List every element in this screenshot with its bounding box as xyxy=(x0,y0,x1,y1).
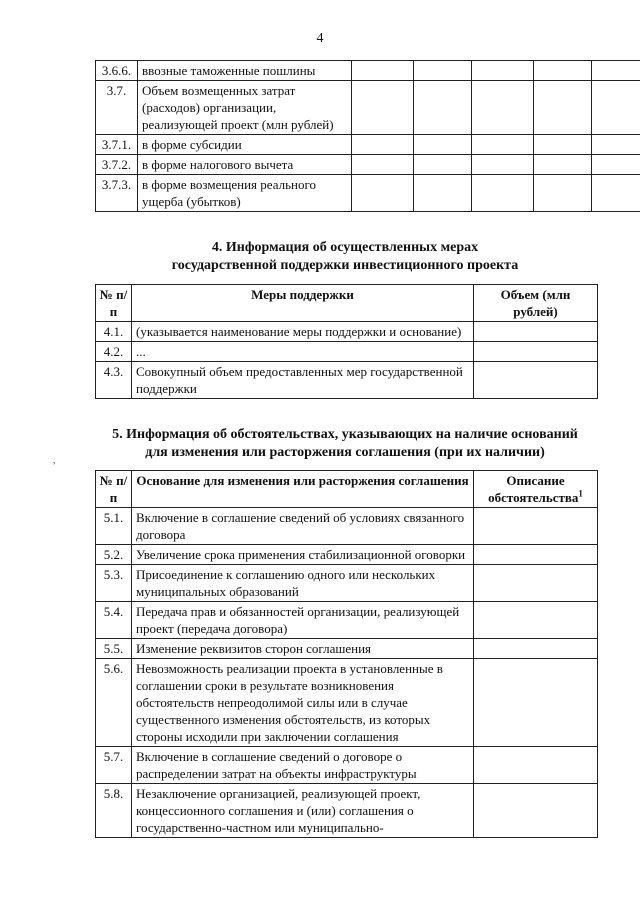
value-cell xyxy=(472,61,534,81)
value-cell xyxy=(472,175,534,212)
row-number: 3.7.3. xyxy=(96,175,138,212)
value-cell xyxy=(534,175,592,212)
row-text: Незаключение организацией, реализующей проект, концессионного соглашения и (или) соглашения о государственно-частном или муниципально- xyxy=(132,784,474,838)
row-number: 4.1. xyxy=(96,322,132,342)
table-row xyxy=(96,747,598,784)
table-costs-continuation xyxy=(95,60,640,212)
value-cell xyxy=(472,81,534,135)
table-row xyxy=(96,659,598,747)
value-cell xyxy=(592,81,640,135)
row-number: 3.7.2. xyxy=(96,155,138,175)
value-cell xyxy=(474,602,598,639)
table-header-row xyxy=(96,285,598,322)
row-number: 4.3. xyxy=(96,362,132,399)
row-text: Присоединение к соглашению одного или нескольких муниципальных образований xyxy=(132,565,474,602)
row-text: Передача прав и обязанностей организации, реализующей проект (передача договора) xyxy=(132,602,474,639)
table-row xyxy=(96,155,640,175)
table-row xyxy=(96,322,598,342)
value-cell xyxy=(534,135,592,155)
table-row xyxy=(96,342,598,362)
value-cell xyxy=(534,81,592,135)
value-cell xyxy=(414,155,472,175)
table-row xyxy=(96,545,598,565)
footnote-marker: 1 xyxy=(578,488,583,499)
header-description xyxy=(474,471,598,508)
value-cell xyxy=(474,639,598,659)
table-support-measures xyxy=(95,284,598,399)
value-cell xyxy=(414,81,472,135)
value-cell xyxy=(474,659,598,747)
value-cell xyxy=(474,784,598,838)
table-row xyxy=(96,565,598,602)
value-cell xyxy=(474,508,598,545)
value-cell xyxy=(474,342,598,362)
table-change-grounds xyxy=(95,470,598,838)
value-cell xyxy=(352,155,414,175)
row-text: Совокупный объем предоставленных мер государственной поддержки xyxy=(132,362,474,399)
scan-mark: , xyxy=(53,455,56,466)
row-text: ... xyxy=(132,342,474,362)
table-row xyxy=(96,135,640,155)
row-number: 5.1. xyxy=(96,508,132,545)
section-5-title-line1: 5. Информация об обстоятельствах, указывающих на наличие оснований xyxy=(112,427,578,442)
row-label: в форме субсидии xyxy=(138,135,352,155)
row-number: 5.8. xyxy=(96,784,132,838)
value-cell xyxy=(474,322,598,342)
value-cell xyxy=(474,747,598,784)
value-cell xyxy=(592,155,640,175)
section-4-title-line1: 4. Информация об осуществленных мерах xyxy=(211,240,479,255)
table-row xyxy=(96,61,640,81)
value-cell xyxy=(474,565,598,602)
value-cell xyxy=(414,175,472,212)
row-number: 5.7. xyxy=(96,747,132,784)
table-row xyxy=(96,81,640,135)
row-label: Объем возмещенных затрат (расходов) организации, реализующей проект (млн рублей) xyxy=(138,81,352,135)
header-description-text: Описание обстоятельства xyxy=(488,473,579,505)
section-5-title-line2: для изменения или расторжения соглашения (при их наличии) xyxy=(145,445,545,460)
value-cell xyxy=(414,61,472,81)
row-text: Увеличение срока применения стабилизационной оговорки xyxy=(132,545,474,565)
row-label: в форме налогового вычета xyxy=(138,155,352,175)
section-5-title xyxy=(80,426,610,462)
row-number: 5.2. xyxy=(96,545,132,565)
value-cell xyxy=(352,61,414,81)
row-number: 3.7.1. xyxy=(96,135,138,155)
table-row xyxy=(96,639,598,659)
row-text: (указывается наименование меры поддержки и основание) xyxy=(132,322,474,342)
row-number: 5.5. xyxy=(96,639,132,659)
row-number: 5.6. xyxy=(96,659,132,747)
row-text: Включение в соглашение сведений о договоре о распределении затрат на объекты инфраструктуры xyxy=(132,747,474,784)
table-row xyxy=(96,508,598,545)
table-row xyxy=(96,362,598,399)
value-cell xyxy=(474,362,598,399)
header-basis: Основание для изменения или расторжения соглашения xyxy=(132,471,474,508)
row-number: 4.2. xyxy=(96,342,132,362)
row-number: 3.6.6. xyxy=(96,61,138,81)
value-cell xyxy=(472,155,534,175)
row-text: Включение в соглашение сведений об условиях связанного договора xyxy=(132,508,474,545)
value-cell xyxy=(592,175,640,212)
row-label: ввозные таможенные пошлины xyxy=(138,61,352,81)
value-cell xyxy=(592,135,640,155)
value-cell xyxy=(352,81,414,135)
row-number: 3.7. xyxy=(96,81,138,135)
value-cell xyxy=(472,135,534,155)
row-text: Изменение реквизитов сторон соглашения xyxy=(132,639,474,659)
row-label: в форме возмещения реального ущерба (убытков) xyxy=(138,175,352,212)
header-volume: Объем (млн рублей) xyxy=(474,285,598,322)
value-cell xyxy=(414,135,472,155)
row-number: 5.3. xyxy=(96,565,132,602)
value-cell xyxy=(592,61,640,81)
value-cell xyxy=(352,135,414,155)
row-number: 5.4. xyxy=(96,602,132,639)
value-cell xyxy=(352,175,414,212)
table-header-row xyxy=(96,471,598,508)
section-4-title xyxy=(80,239,610,275)
table-row xyxy=(96,602,598,639)
page-number: 4 xyxy=(316,31,324,46)
table-row xyxy=(96,784,598,838)
header-number: № п/п xyxy=(96,285,132,322)
value-cell xyxy=(534,155,592,175)
row-text: Невозможность реализации проекта в установленные в соглашении сроки в результате возникновения обстоятельств непреодолимой силы или в случае существенного изменения обстоятельств, из которых стороны исходили при заключении соглашения xyxy=(132,659,474,747)
value-cell xyxy=(534,61,592,81)
header-number: № п/п xyxy=(96,471,132,508)
table-row xyxy=(96,175,640,212)
header-measures: Меры поддержки xyxy=(132,285,474,322)
value-cell xyxy=(474,545,598,565)
section-4-title-line2: государственной поддержки инвестиционного проекта xyxy=(171,258,519,273)
